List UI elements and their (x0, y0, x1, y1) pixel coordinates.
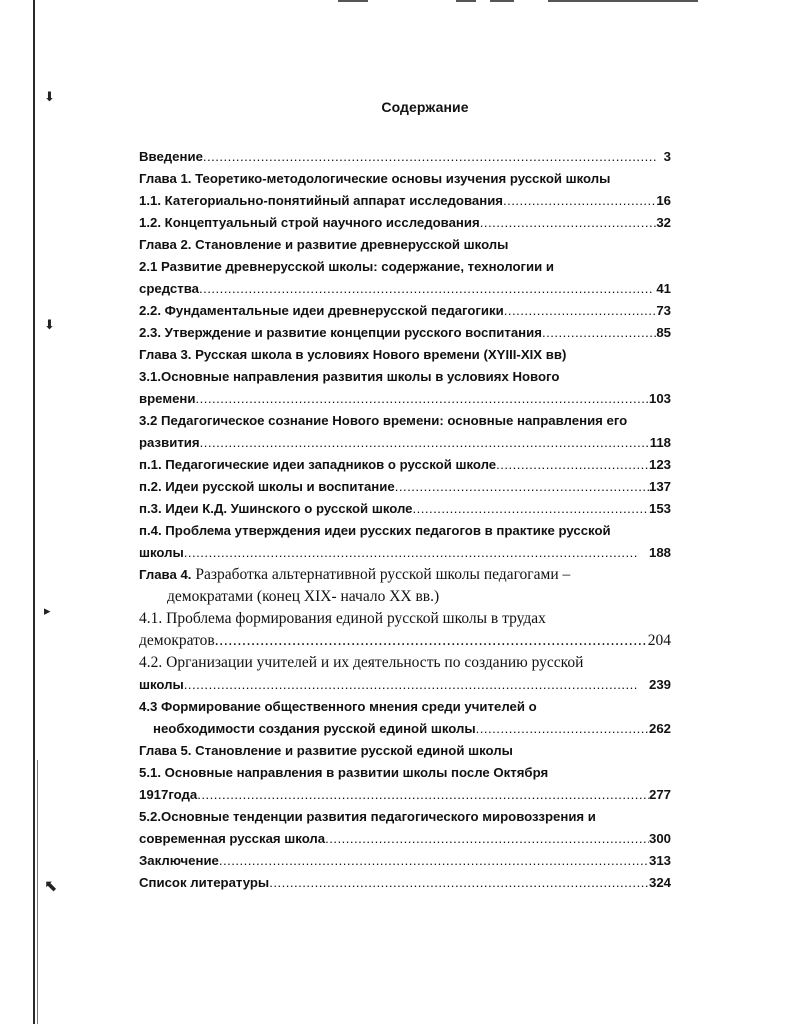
toc-entry-text (139, 654, 583, 671)
leader-dots (184, 674, 649, 696)
leader-dots (503, 190, 656, 212)
toc-entry (139, 212, 671, 234)
toc-title: 1917года (139, 787, 198, 802)
leader-dots (203, 146, 664, 168)
page-number: 204 (647, 632, 671, 649)
toc-title: 2.3. Утверждение и развитие концепции русского воспитания (139, 325, 542, 340)
toc-entry-text (139, 523, 611, 538)
toc-entry (139, 432, 671, 454)
chapter-label: Глава 3. (139, 347, 192, 362)
toc-title: 4.1. Проблема формирования единой русской школы в трудах (139, 610, 546, 627)
toc-entry (139, 454, 671, 476)
toc-title: 2.2. Фундаментальные идеи древнерусской педагогики (139, 303, 504, 318)
margin-arrow-icon: ⬇ (44, 318, 55, 333)
toc-entry (139, 388, 671, 410)
page-number: 32 (656, 215, 671, 230)
toc-entry (139, 674, 671, 696)
leader-dots (219, 850, 649, 872)
toc-entry (139, 322, 671, 344)
toc-title: 5.1. Основные направления в развитии школы после Октября (139, 765, 549, 780)
toc-entry-text (139, 454, 496, 476)
toc-title: Список литературы (139, 875, 270, 890)
page-title: Содержание (381, 99, 469, 115)
toc-entry (139, 168, 671, 190)
toc-entry-text (139, 809, 596, 824)
scan-top-smudge (548, 0, 698, 2)
toc-entry-text (139, 699, 537, 714)
toc-title: Теоретико-методологические основы изучения русской школы (195, 171, 611, 186)
toc-entry (139, 542, 671, 564)
page-number: 188 (648, 545, 671, 560)
page-number: 73 (656, 303, 671, 318)
toc-entry (139, 344, 671, 366)
toc-entry (139, 630, 671, 652)
leader-dots (496, 454, 649, 476)
toc-entry (139, 652, 671, 674)
page-number: 153 (648, 501, 671, 516)
toc-entry-text (139, 259, 554, 274)
chapter-label: Глава 4. (139, 567, 192, 582)
chapter-label: Глава 1. (139, 171, 192, 186)
toc-entry (139, 256, 671, 278)
toc-entry-text (139, 278, 199, 300)
page-number: 313 (648, 853, 671, 868)
scan-edge-shadow (37, 760, 38, 1024)
toc-entry-text (153, 718, 476, 740)
toc-entry-text (139, 476, 395, 498)
toc-entry-text (139, 388, 196, 410)
toc-title: развития (139, 435, 200, 450)
toc-entry-text (139, 237, 508, 252)
scan-left-edge (33, 0, 35, 1024)
toc-entry-text (139, 674, 184, 696)
margin-arrow-icon: ⬇ (44, 90, 55, 105)
margin-arrow-icon: ⬉ (44, 876, 58, 895)
toc-entry (139, 366, 671, 388)
toc-entry-text (139, 498, 413, 520)
toc-entry-text (139, 542, 184, 564)
toc-entry (139, 476, 671, 498)
leader-dots (199, 278, 656, 300)
toc-entry (139, 410, 671, 432)
toc-entry (139, 740, 671, 762)
toc-title: п.2. Идеи русской школы и воспитание (139, 479, 395, 494)
toc-title: Введение (139, 149, 203, 164)
page-number: 16 (656, 193, 671, 208)
toc-entry (139, 520, 671, 542)
chapter-label: Глава 2. (139, 237, 192, 252)
toc-title: демократов (139, 632, 215, 649)
toc-entry (139, 300, 671, 322)
leader-dots (269, 872, 649, 894)
toc-entry (139, 564, 671, 586)
page-number: 118 (649, 435, 671, 450)
toc-title: п.1. Педагогические идеи западников о русской школе (139, 457, 497, 472)
leader-dots (325, 828, 649, 850)
toc-entry (139, 850, 671, 872)
toc-title: 1.1. Категориально-понятийный аппарат исследования (139, 193, 504, 208)
leader-dots (395, 476, 649, 498)
leader-dots (197, 784, 649, 806)
page-number: 41 (656, 281, 671, 296)
toc-title: п.3. Идеи К.Д. Ушинского о русской школе (139, 501, 413, 516)
toc-title: 3.2 Педагогическое сознание Нового времени: основные направления его (139, 413, 628, 428)
toc-entry-text (139, 765, 548, 780)
toc-entry (139, 498, 671, 520)
scan-top-smudge (338, 0, 368, 2)
toc-title: 2.1 Развитие древнерусской школы: содержание, технологии и (139, 259, 555, 274)
page-number: 123 (648, 457, 671, 472)
page-number: 324 (648, 875, 671, 890)
toc-entry (139, 762, 671, 784)
toc-title: 4.3 Формирование общественного мнения среди учителей о (139, 699, 537, 714)
page-number: 3 (663, 149, 671, 164)
toc-entry-text (139, 566, 570, 583)
toc-title: 1.2. Концептуальный строй научного исследования (139, 215, 480, 230)
toc-title: Становление и развитие русской единой школы (195, 743, 513, 758)
toc-title: 4.2. Организации учителей и их деятельность по созданию русской (139, 654, 584, 671)
page-number: 239 (648, 677, 671, 692)
margin-arrow-icon: ▸ (44, 604, 51, 619)
toc-entry (139, 608, 671, 630)
toc-entry (139, 806, 671, 828)
toc-entry-text (139, 784, 197, 806)
toc-title: Разработка альтернативной русской школы педагогами – (195, 566, 571, 583)
toc-entry (139, 696, 671, 718)
toc-entry-text (139, 872, 269, 894)
toc-entry-text (139, 850, 219, 872)
toc-title: современная русская школа (139, 831, 326, 846)
page-number: 262 (648, 721, 671, 736)
page-number: 277 (648, 787, 671, 802)
toc-entry-text (139, 190, 503, 212)
toc-title: времени (139, 391, 196, 406)
toc-title: п.4. Проблема утверждения идеи русских педагогов в практике русской (139, 523, 611, 538)
toc-title: необходимости создания русской единой школы (153, 721, 476, 736)
page-number: 137 (648, 479, 671, 494)
leader-dots (504, 300, 657, 322)
toc-entry (139, 190, 671, 212)
toc-title: 3.1.Основные направления развития школы в условиях Нового (139, 369, 560, 384)
leader-dots (542, 322, 656, 344)
toc-entry (139, 784, 671, 806)
toc-title: школы (139, 677, 184, 692)
toc-entry-text (139, 171, 610, 186)
toc-entry-text (139, 347, 566, 362)
leader-dots (476, 718, 649, 740)
leader-dots (480, 212, 657, 234)
chapter-label: Глава 5. (139, 743, 192, 758)
table-of-contents (139, 146, 671, 894)
toc-entry-text (139, 369, 559, 384)
toc-entry-text (139, 743, 513, 758)
toc-entry (139, 828, 671, 850)
toc-title: 5.2.Основные тенденции развития педагогического мировоззрения и (139, 809, 596, 824)
toc-entry (139, 234, 671, 256)
leader-dots (413, 498, 649, 520)
leader-dots (215, 630, 648, 652)
toc-entry-text (139, 432, 200, 454)
toc-entry-text (139, 322, 542, 344)
toc-entry (139, 872, 671, 894)
toc-title: средства (139, 281, 199, 296)
page-number: 300 (648, 831, 671, 846)
toc-title: Заключение (139, 853, 219, 868)
toc-entry (139, 146, 671, 168)
toc-entry-text (139, 413, 627, 428)
scan-top-smudge (490, 0, 514, 2)
toc-entry-text (139, 300, 504, 322)
toc-entry (139, 718, 671, 740)
toc-entry-text (139, 212, 480, 234)
toc-title: школы (139, 545, 184, 560)
page-number: 85 (656, 325, 671, 340)
toc-entry (139, 586, 671, 608)
leader-dots (196, 388, 649, 410)
leader-dots (184, 542, 649, 564)
toc-entry-text (139, 828, 325, 850)
toc-entry (139, 278, 671, 300)
scan-top-smudge (456, 0, 476, 2)
leader-dots (200, 432, 650, 454)
toc-title: Становление и развитие древнерусской школы (195, 237, 509, 252)
toc-entry-text (167, 588, 439, 605)
toc-entry-text (139, 610, 546, 627)
toc-title: Русская школа в условиях Нового времени (XYIII-XIX вв) (195, 347, 567, 362)
toc-entry-text (139, 630, 215, 652)
toc-entry-text (139, 146, 203, 168)
toc-title: демократами (конец XIX- начало XX вв.) (167, 588, 440, 605)
page-number: 103 (648, 391, 671, 406)
